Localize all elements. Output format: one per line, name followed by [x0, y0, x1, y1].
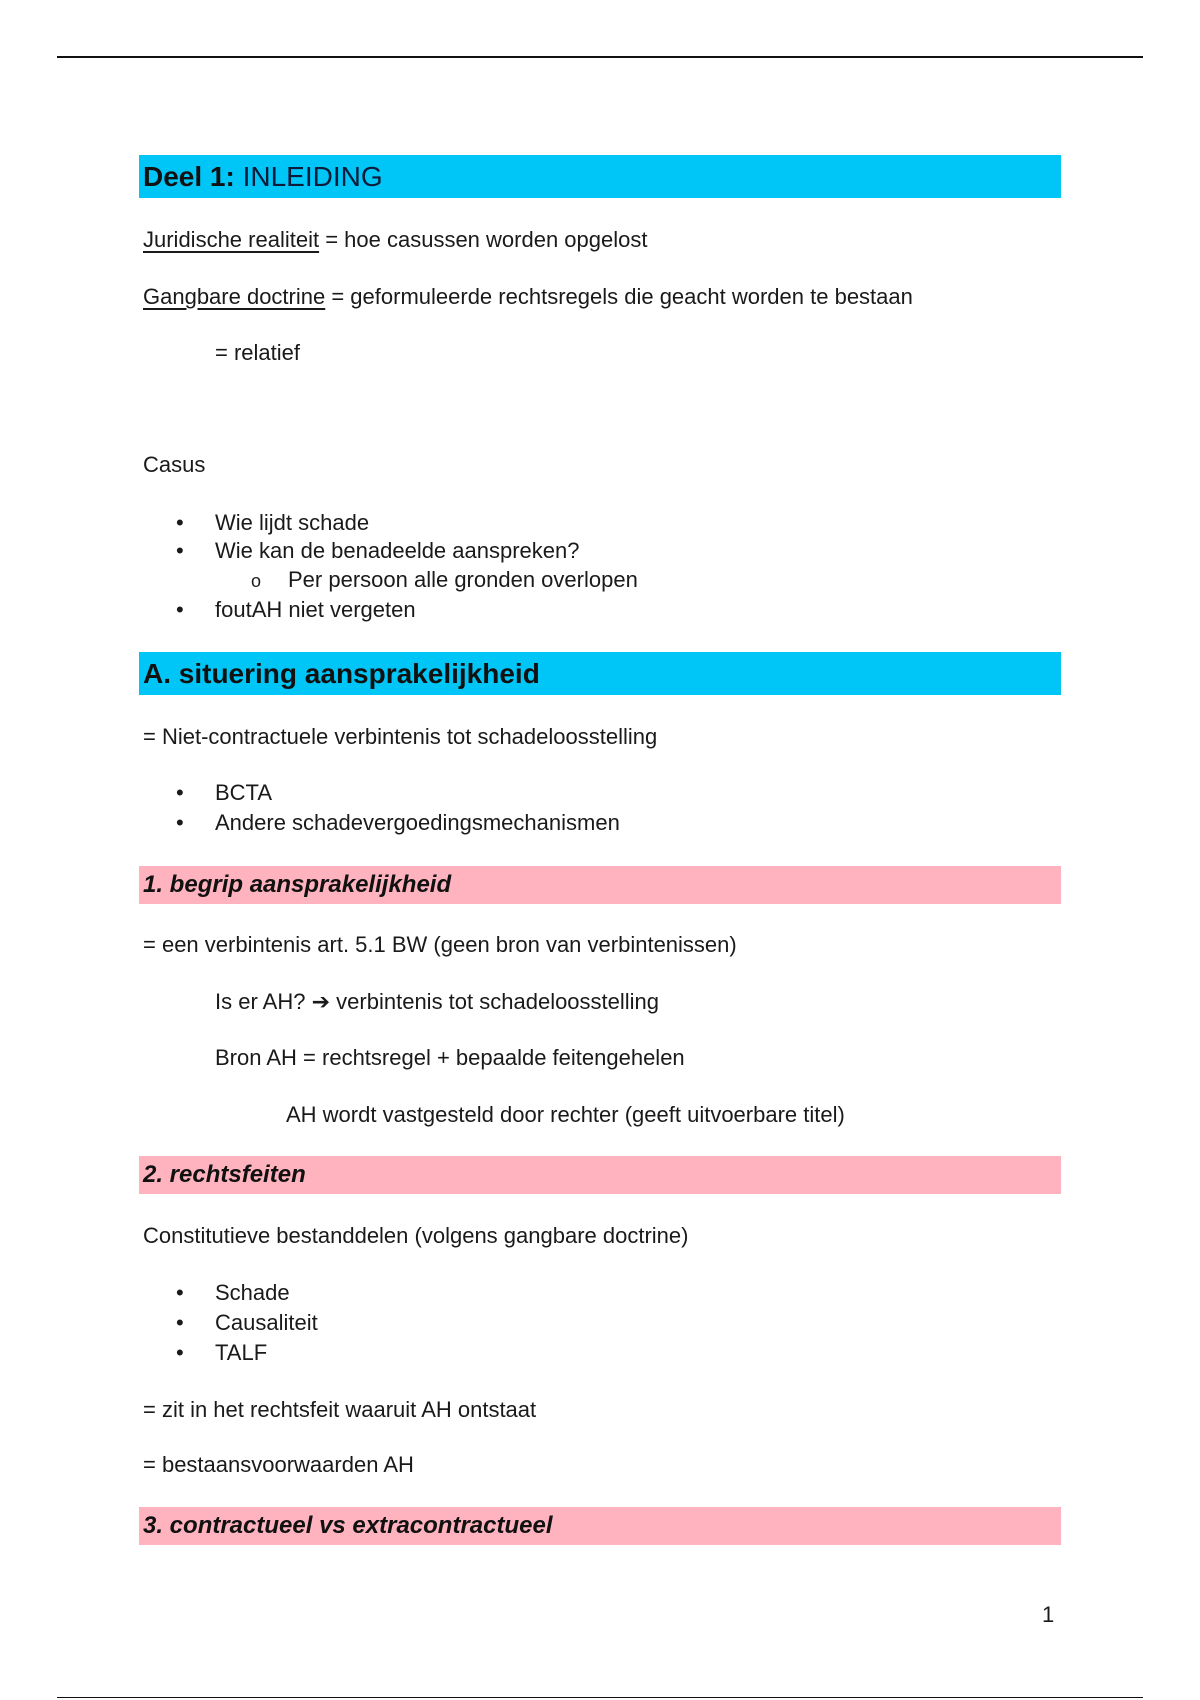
list-item: foutAH niet vergeten [215, 597, 416, 622]
sub-list-item: Per persoon alle gronden overlopen [288, 567, 638, 592]
bullet-icon: • [176, 1310, 184, 1335]
list-item: TALF [215, 1340, 268, 1365]
begrip-bron-line: Bron AH = rechtsregel + bepaalde feitengehelen [215, 1045, 685, 1070]
heading-contractueel-title: 3. contractueel vs extracontractueel [143, 1512, 553, 1539]
list-item: Wie kan de benadeelde aanspreken? [215, 538, 580, 563]
bullet-icon: • [176, 780, 184, 805]
bullet-icon: • [176, 510, 184, 535]
term-juridische-realiteit: Juridische realiteit [143, 227, 320, 252]
rechtsfeiten-note-1: = zit in het rechtsfeit waaruit AH ontstaat [143, 1397, 537, 1422]
arrow-right-icon: ➔ [311, 990, 331, 1015]
bullet-icon: • [176, 810, 184, 835]
circle-bullet-icon: o [251, 571, 262, 591]
heading-deel-1-bold: Deel 1: [143, 161, 235, 192]
situering-definition: = Niet-contractuele verbintenis tot schadeloosstelling [143, 724, 658, 749]
relatief-note: = relatief [215, 340, 300, 365]
rechtsfeiten-note-2: = bestaansvoorwaarden AH [143, 1452, 414, 1477]
begrip-definition: = een verbintenis art. 5.1 BW (geen bron van verbintenissen) [143, 932, 737, 957]
definition-text: = geformuleerde rechtsregels die geacht worden te bestaan [325, 284, 913, 309]
begrip-ah-line [215, 988, 659, 1017]
heading-situering-title: A. situering aansprakelijkheid [143, 658, 540, 689]
list-item: Schade [215, 1280, 290, 1305]
heading-deel-1-title: INLEIDING [234, 161, 383, 192]
bullet-icon: • [176, 538, 184, 563]
heading-situering [139, 652, 1061, 695]
begrip-ah-result: verbintenis tot schadeloosstelling [336, 989, 660, 1014]
footer-rule [57, 1697, 1143, 1698]
definition-gangbare-doctrine [143, 283, 913, 311]
list-item: Andere schadevergoedingsmechanismen [215, 810, 620, 835]
begrip-rechter-line: AH wordt vastgesteld door rechter (geeft uitvoerbare titel) [286, 1102, 845, 1127]
list-item: Causaliteit [215, 1310, 318, 1335]
heading-begrip [139, 866, 1061, 904]
definition-juridische-realiteit [143, 226, 647, 254]
heading-rechtsfeiten-title: 2. rechtsfeiten [143, 1161, 306, 1188]
bullet-icon: • [176, 1340, 184, 1365]
heading-deel-1 [139, 155, 1061, 198]
begrip-ah-question: Is er AH? [215, 989, 306, 1014]
list-item: Wie lijdt schade [215, 510, 370, 535]
header-rule [57, 56, 1143, 58]
definition-text: = hoe casussen worden opgelost [319, 227, 648, 252]
bullet-icon: • [176, 597, 184, 622]
heading-begrip-title: 1. begrip aansprakelijkheid [143, 871, 452, 898]
list-item: BCTA [215, 780, 273, 805]
term-gangbare-doctrine: Gangbare doctrine [143, 284, 326, 309]
page-number: 1 [1042, 1602, 1055, 1627]
rechtsfeiten-intro: Constitutieve bestanddelen (volgens gangbare doctrine) [143, 1223, 689, 1248]
bullet-icon: • [176, 1280, 184, 1305]
casus-label: Casus [143, 452, 206, 477]
heading-rechtsfeiten [139, 1156, 1061, 1194]
heading-contractueel [139, 1507, 1061, 1545]
